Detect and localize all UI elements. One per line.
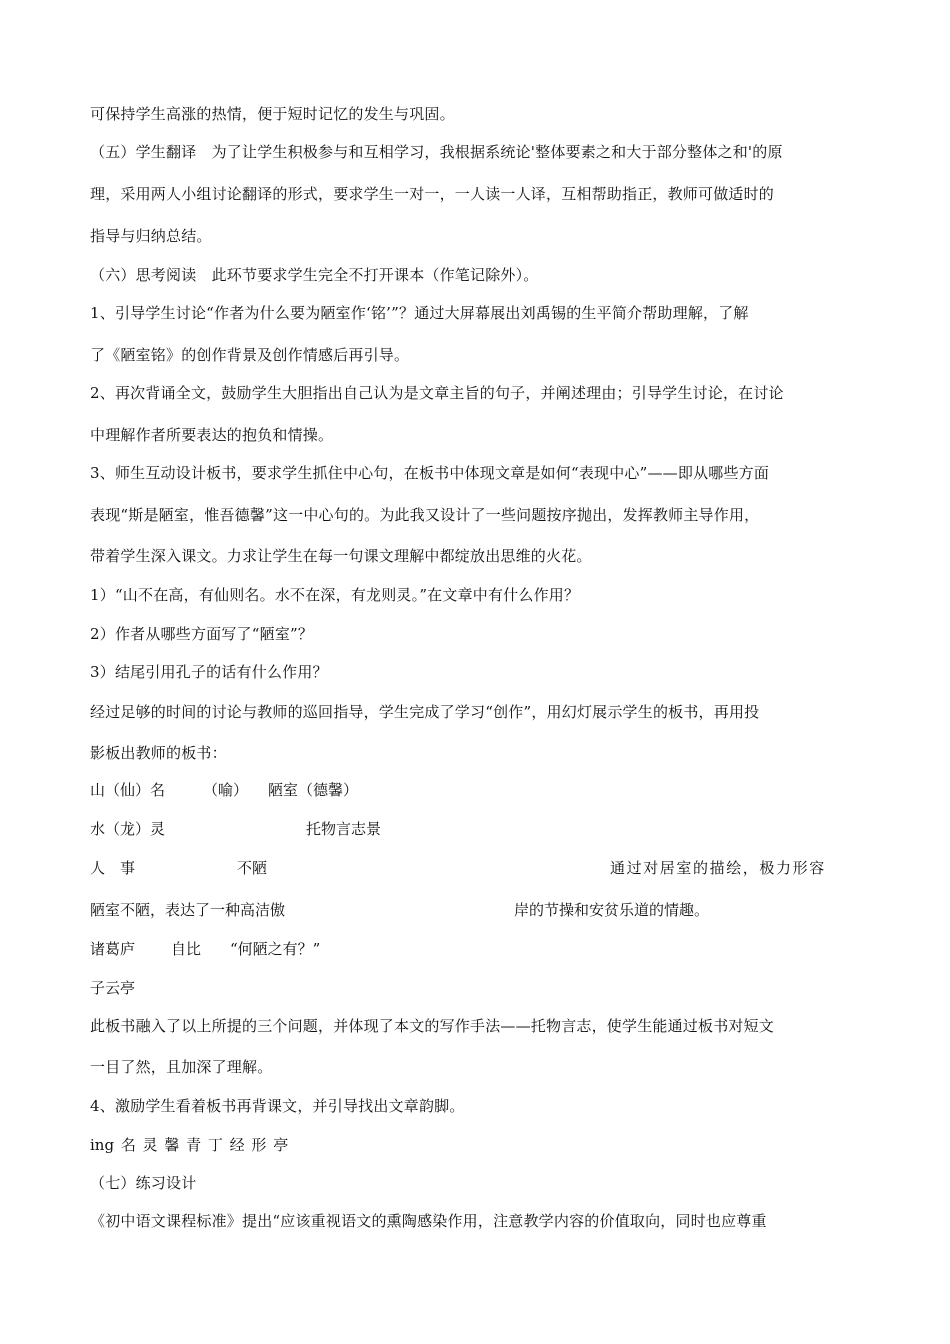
board-text: 诸葛庐: [90, 940, 136, 958]
paragraph-line: 此板书融入了以上所提的三个问题，并体现了本文的写作手法——托物言志，使学生能通过板书对短文: [90, 1017, 775, 1035]
board-text: （喻）: [203, 781, 249, 799]
paragraph-line: 《初中语文课程标准》提出“应该重视语文的熏陶感染作用，注意教学内容的价值取向，同时也应尊重: [90, 1212, 767, 1230]
item-4-line: 4、激励学生看着板书再背课文，并引导找出文章韵脚。: [90, 1097, 465, 1115]
paragraph-line: 带着学生深入课文。力求让学生在每一句课文理解中都绽放出思维的火花。: [90, 547, 592, 565]
paragraph-line: 指导与归纳总结。: [90, 227, 212, 245]
section-six-line: （六）思考阅读 此环节要求学生完全不打开课本（作笔记除外）。: [90, 266, 539, 284]
question-2-line: 2）作者从哪些方面写了“陋室”？: [90, 625, 314, 643]
board-text: 子云亭: [90, 979, 136, 997]
board-text: 陋室不陋，表达了一种高洁傲: [90, 901, 286, 919]
board-text: “何陋之有？”: [230, 940, 321, 958]
question-1-line: 1）“山不在高，有仙则名。水不在深，有龙则灵。”在文章中有什么作用？: [90, 586, 580, 604]
paragraph-line: 经过足够的时间的讨论与教师的巡回指导，学生完成了学习“创作”，用幻灯展示学生的板书，再用投: [90, 703, 760, 721]
board-text: 陋室（德馨）: [268, 781, 359, 799]
board-text: 水（龙）灵: [90, 820, 166, 838]
board-text: 山（仙）名: [90, 781, 166, 799]
board-text: 通过对居室的描绘，极力形容: [610, 859, 826, 877]
item-3-line: 3、师生互动设计板书，要求学生抓住中心句，在板书中体现文章是如何“表现中心”——即从哪些方面: [90, 464, 770, 482]
question-3-line: 3）结尾引用孔子的话有什么作用？: [90, 663, 328, 681]
item-2-line: 2、再次背诵全文，鼓励学生大胆指出自己认为是文章主旨的句子，并阐述理由；引导学生讨论，在讨论: [90, 384, 784, 402]
board-text: 人 事: [90, 859, 136, 877]
paragraph-line: 一目了然，且加深了理解。: [90, 1058, 273, 1076]
board-text: 岸的节操和安贫乐道的情趣。: [514, 901, 710, 919]
paragraph-line: 中理解作者所要表达的抱负和情操。: [90, 426, 334, 444]
paragraph-line: 理，采用两人小组讨论翻译的形式，要求学生一对一，一人读一人译，互相帮助指正，教师可做适时的: [90, 185, 775, 203]
section-seven-line: （七）练习设计: [90, 1174, 197, 1192]
board-text: 托物言志景: [306, 820, 382, 838]
paragraph-line: 影板出教师的板书：: [90, 744, 227, 762]
board-text: 不陋: [237, 859, 268, 877]
section-five-line: （五）学生翻译 为了让学生积极参与和互相学习，我根据系统论'整体要素之和大于部分整体之和'的原: [90, 143, 783, 161]
paragraph-line: 了《陋室铭》的创作背景及创作情感后再引导。: [90, 346, 410, 364]
paragraph-line: 可保持学生高涨的热情，便于短时记忆的发生与巩固。: [90, 105, 455, 123]
board-text: 自比: [171, 940, 202, 958]
rhyme-line: ing 名 灵 馨 青 丁 经 形 亭: [90, 1136, 289, 1154]
item-1-line: 1、引导学生讨论“作者为什么要为陋室作‘铭’”？通过大屏幕展出刘禹锡的生平简介帮助理解，了解: [90, 304, 749, 322]
paragraph-line: 表现“斯是陋室，惟吾德馨”这一中心句的。为此我又设计了一些问题按序抛出，发挥教师主导作用，: [90, 506, 760, 524]
